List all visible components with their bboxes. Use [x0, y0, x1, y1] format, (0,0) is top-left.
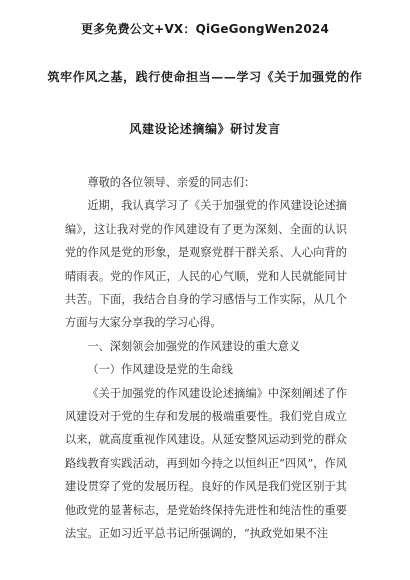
paragraph-body: 《关于加强党的作风建设论述摘编》中深刻阐述了作风建设对于党的生存和发展的极端重要性。我们党自成立以来，就高度重视作风建设。从延安整风运动到党的群众路线教育实践活动，再到如今持之以恒纠正“四风”，作风建设贯穿了党的发展历程。良好的作风是我们党区别于其他政党的显著标志，是党始终保持先进性和纯洁性的重要法宝。正如习近平总书记所强调的，“执政党如果不注: [65, 386, 347, 541]
promo-header: 更多免费公文+VX：QiGeGongWen2024: [80, 22, 329, 36]
section-heading-1: 一、深刻领会加强党的作风建设的重大意义: [87, 339, 300, 353]
salutation: 尊敬的各位领导、亲爱的同志们：: [87, 176, 256, 189]
document-title-line-2: 风建设论述摘编》研讨发言: [129, 122, 281, 136]
document-body: [65, 171, 347, 546]
document-title-line-1: 筑牢作风之基，践行使命担当——学习《关于加强党的作: [47, 70, 363, 84]
paragraph-intro: 近期，我认真学习了《关于加强党的作风建设论述摘编》，这让我对党的作风建设有了更为深刻、全面的认识党的作风是党的形象，是观察党群干群关系、人心向背的晴雨表。党的作风正，人民的心气顺，党和人民就能同甘共苦。下面，我结合自身的学习感悟与工作实际，从几个方面与大家分享我的学习心得。: [65, 199, 347, 330]
subsection-heading-1: （一）作风建设是党的生命线: [87, 363, 233, 377]
